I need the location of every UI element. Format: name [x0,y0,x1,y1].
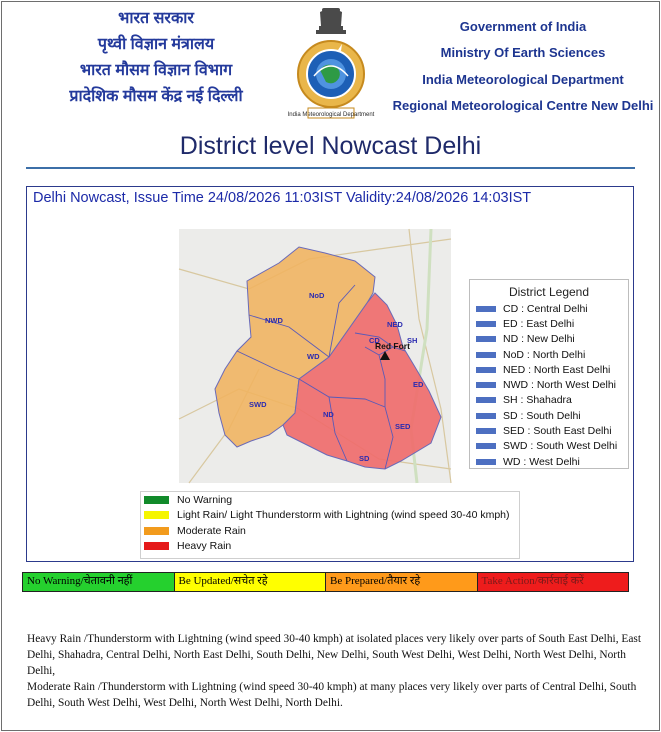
legend-item: SED : South East Delhi [470,423,628,438]
hindi-line: पृथ्वी विज्ञान मंत्रालय [97,36,215,53]
legend-title: District Legend [508,285,590,299]
nowcast-panel [26,186,634,562]
hindi-line: प्रादेशिक मौसम केंद्र नई दिल्ली [69,88,243,105]
english-line: Government of India [459,19,587,34]
emblem-caption: India Meteorological Department [287,112,375,118]
impact-action-bar [22,572,629,592]
page-title: District level Nowcast Delhi [179,132,482,160]
imd-emblem-logo [287,6,375,124]
forecast-description [27,631,642,711]
district-code-label: NWD [265,316,283,325]
legend-item: NED : North East Delhi [470,362,628,377]
color-key-item: Heavy Rain [141,539,519,555]
warning-color-key [140,491,520,559]
legend-item: ND : New Delhi [470,332,628,347]
legend-item: SD : South Delhi [470,408,628,423]
english-header [392,14,654,119]
legend-item: CD : Central Delhi [470,301,628,316]
district-code-label: CD [369,336,380,345]
district-code-label: NED [387,320,403,329]
legend-item: NWD : North West Delhi [470,377,628,392]
district-code-label: ED [413,380,424,389]
action-take-action: Take Action/कार्रवाई करें [478,573,629,591]
delhi-district-map [179,229,451,483]
hindi-line: भारत सरकार [118,10,194,27]
district-code-label: ND [323,410,334,419]
english-line: Regional Meteorological Centre New Delhi [392,97,654,113]
district-code-label: SWD [249,400,267,409]
district-code-label: SD [359,454,370,463]
district-code-label: WD [307,352,320,361]
landmark-label: Red Fort [375,341,410,351]
action-no-warning: No Warning/चेतावनी नहीं [23,573,175,591]
hindi-header [40,6,272,110]
district-code-label: SED [395,422,411,431]
district-legend [469,279,629,469]
legend-item: SH : Shahadra [470,393,628,408]
legend-item: WD : West Delhi [470,454,628,469]
action-be-prepared: Be Prepared/तैयार रहे [326,573,478,591]
legend-item: ED : East Delhi [470,316,628,331]
action-be-updated: Be Updated/सचेत रहे [175,573,327,591]
description-paragraph: Heavy Rain /Thunderstorm with Lightning (wind speed 30-40 kmph) at isolated places very likely over parts of South East Delhi, East Delhi, Shahadra, Central Delhi, North East Delhi, South Delhi, New Delhi, South West Delhi, West Delhi, North West Delhi, North Delhi, [27,633,642,678]
issue-time-line: Delhi Nowcast, Issue Time 24/08/2026 11:03IST Validity:24/08/2026 14:03IST [33,190,532,206]
description-paragraph: Moderate Rain /Thunderstorm with Lightning (wind speed 30-40 kmph) at many places very likely over parts of Central Delhi, South Delhi, South West Delhi, West Delhi, North West Delhi, North Delhi. [27,681,637,710]
english-line: India Meteorological Department [422,71,624,87]
legend-item: SWD : South West Delhi [470,439,628,454]
title-divider [26,167,635,169]
hindi-line: भारत मौसम विज्ञान विभाग [79,62,233,79]
color-key-item: Moderate Rain [141,523,519,539]
english-line: Ministry Of Earth Sciences [440,45,606,61]
district-code-label: SH [407,336,418,345]
legend-item: NoD : North Delhi [470,347,628,362]
color-key-item: No Warning [141,492,519,508]
district-code-label: NoD [309,291,325,300]
color-key-item: Light Rain/ Light Thunderstorm with Lightning (wind speed 30-40 kmph) [141,508,519,524]
